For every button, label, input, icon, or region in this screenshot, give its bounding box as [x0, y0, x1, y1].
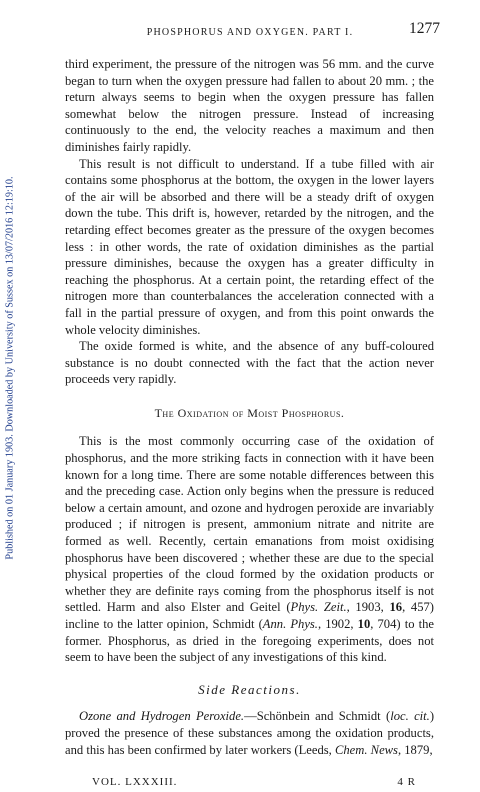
paragraph-text: , 1879, — [397, 742, 433, 757]
paragraph-text: —Schönbein and Schmidt ( — [244, 709, 391, 724]
subsection-heading: Side Reactions. — [198, 681, 301, 697]
citation-journal: Chem. News — [334, 742, 398, 757]
paragraph-text: , 457) incline to the latter opinion, Schmidt ( — [65, 600, 434, 631]
paragraph: The oxide formed is white, and the absence of any buff-coloured substance is no doubt connected with the fact that the action never proceeds very rapidly. — [65, 339, 434, 387]
page-header — [60, 18, 440, 42]
citation-journal: Phys. Zeit. — [290, 600, 347, 615]
paragraph-title: Ozone and Hydrogen Peroxide. — [79, 709, 245, 724]
citation-volume: 16 — [389, 600, 403, 615]
signature-mark: 4 R — [397, 776, 416, 788]
download-notice-text: Published on 01 January 1903. Downloaded by University of Sussex on 13/07/2016 12:19:10. — [4, 176, 16, 560]
citation-volume: 10 — [357, 617, 371, 631]
citation-year: , 1902, — [317, 617, 358, 631]
page-footer — [92, 776, 416, 792]
download-notice — [4, 78, 16, 658]
paragraph — [65, 433, 434, 665]
paragraph-text: This is the most commonly occurring case of the oxidation of phosphorus, and the more striking facts in connection with it have been known for a long time. There are some notable differences between this and the preceding case. Action only begins when the pressure is reduced below a certain amount, and ozone and hydrogen peroxide are invariably produced ; if nitrogen is present, ammonium nitrate and nitrite are formed as well. Recently, certain emanations from moist oxidising phosphorus have been discovered ; whether these are due to the special physical properties of the cloud formed by the oxidation products or whether they are definite rays coming from the phosphorus itself is not settled. Harm and also Elster and Geitel ( — [65, 434, 434, 615]
running-title: PHOSPHORUS AND OXYGEN. PART I. — [146, 27, 354, 38]
citation-year: , 1903, — [346, 600, 390, 615]
citation-loc: loc. cit. — [390, 709, 430, 724]
article-body — [65, 56, 434, 758]
paragraph — [65, 708, 434, 758]
paragraph: third experiment, the pressure of the nitrogen was 56 mm. and the curve began to turn when the oxygen pressure had fallen to about 20 mm. ; the return always seems to begin when the oxygen pressure has fallen somewhat below the nitrogen pressure. Instead of increasing continuously to the end, the velocity reaches a maximum and then diminishes fairly rapidly. — [65, 57, 434, 154]
paragraph-text: ) proved the presence of these substances among the oxidation products, and this has been confirmed by later workers (Leeds, — [65, 709, 435, 757]
paragraph: This result is not difficult to understand. If a tube filled with air contains some phosphorus at the bottom, the oxygen in the lower layers of the air will be absorbed and there will be a steady drift of oxygen down the tube. This drift is, however, retarded by the nitrogen, and the retarding effect becomes greater as the pressure of the oxygen becomes less : in other words, the rate of oxidation diminishes as the partial pressure diminishes, because the oxygen has a greater difficulty in reaching the phosphorus. At a certain point, the retarding effect of the nitrogen more than counterbalances the acceleration connected with a fall in the partial pressure of oxygen, and from this point onwards the whole velocity diminishes. — [65, 156, 434, 337]
volume-label: VOL. LXXXIII. — [92, 776, 178, 788]
paragraph-text: , 704) to the former. Phosphorus, as dried in the foregoing experiments, does not seem to have been the subject of any investigations of this kind. — [65, 617, 434, 665]
page-number: 1277 — [409, 20, 440, 37]
section-heading: The Oxidation of Moist Phosphorus. — [154, 405, 345, 420]
citation-journal: Ann. Phys. — [262, 617, 318, 631]
